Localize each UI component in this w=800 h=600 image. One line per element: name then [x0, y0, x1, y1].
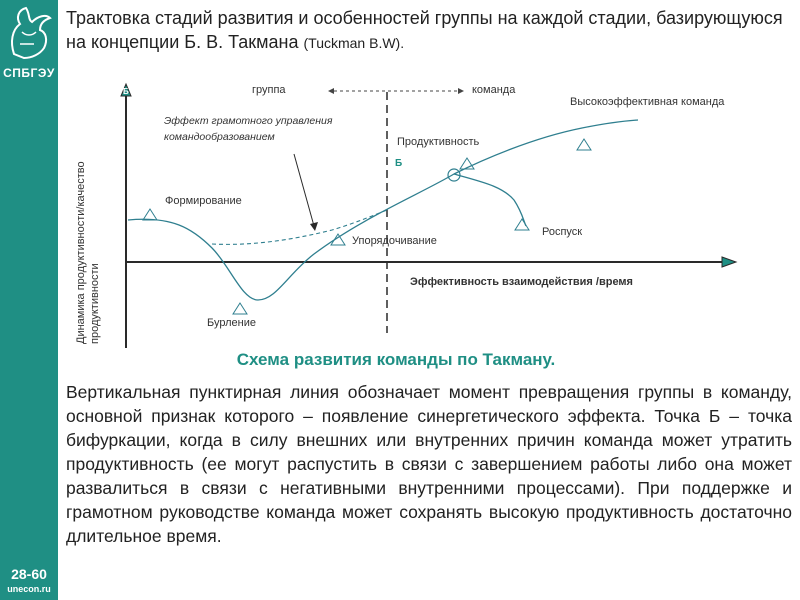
dissolution-label: Роспуск	[542, 226, 583, 238]
effect-label-1: Эффект грамотного управления	[164, 115, 333, 127]
arrow-right-icon	[458, 88, 464, 94]
arrow-left-icon	[328, 88, 334, 94]
title-author: (Tuckman B.W).	[303, 35, 405, 51]
development-curve	[128, 120, 638, 300]
y-axis-label-2: продуктивности	[89, 263, 101, 344]
bifurcation-label: Б	[395, 158, 403, 169]
y-axis-tip: Б	[123, 87, 129, 96]
x-axis-arrow-icon	[722, 257, 736, 267]
storming-label: Бурление	[207, 317, 256, 329]
brand-label: СПБГЭУ	[3, 66, 55, 80]
diagram-caption: Схема развития команды по Такману.	[236, 350, 556, 369]
dissolution-curve	[454, 174, 526, 226]
site-url: unecon.ru	[7, 584, 51, 594]
productivity-label: Продуктивность	[397, 136, 480, 148]
title-main: Трактовка стадий развития и особенностей группы на каждой стадии, базирующуюся на концепции Б. В. Такмана	[66, 8, 783, 52]
norming-marker-icon	[331, 234, 345, 245]
sidebar	[0, 0, 58, 600]
group-label: группа	[252, 84, 286, 96]
y-axis-label-1: Динамика продуктивности/качество	[75, 161, 87, 344]
x-axis-label: Эффективность взаимодействия /время	[410, 276, 633, 288]
dissolution-marker-icon	[515, 219, 529, 230]
tuckman-diagram	[62, 78, 742, 358]
high-team-marker-icon	[577, 139, 591, 150]
storming-marker-icon	[233, 303, 247, 314]
slide-number: 28-60	[11, 566, 47, 582]
norming-label: Упорядочивание	[352, 235, 437, 247]
formation-marker-icon	[143, 209, 157, 220]
effect-label-2: командообразованием	[164, 131, 275, 143]
team-label: команда	[472, 84, 516, 96]
effect-pointer	[294, 154, 314, 226]
formation-label: Формирование	[165, 195, 242, 207]
high-team-label: Высокоэффективная команда	[570, 96, 725, 108]
griffin-logo-icon	[4, 2, 54, 62]
description-text: Вертикальная пунктирная линия обозначает момент превращения группы в команду, основной признак которого – появление синергетического эффекта. Точка Б – точка бифуркации, когда в силу внешних или внутренних причин команда может утратить продуктивность (ее могут распустить в связи с завершением работы либо она может развалиться в связи с негативными внутренними процессами). При поддержке и грамотном руководстве команда может сохранять высокую продуктивность достаточно длительное время.	[66, 382, 792, 546]
effect-pointer-arrow-icon	[310, 222, 318, 231]
page-title	[66, 6, 791, 55]
